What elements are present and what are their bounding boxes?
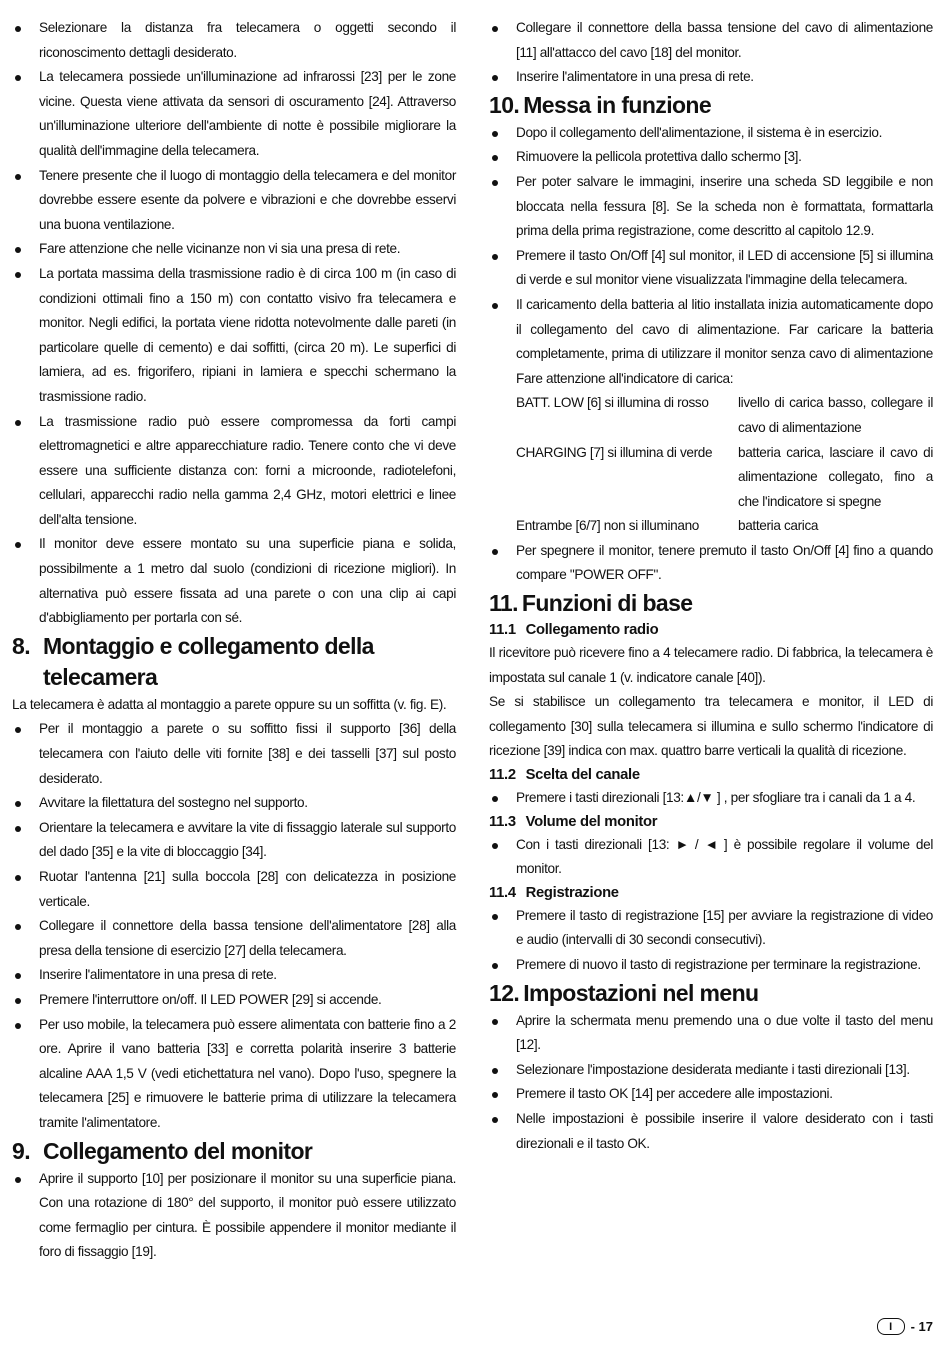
- table-row: [516, 391, 933, 440]
- section-9-bullet-list: [12, 1167, 456, 1265]
- section-title: Messa in funzione: [523, 91, 712, 118]
- section-10-bullet-list: [489, 121, 933, 392]
- list-item: Inserire l'alimentatore in una presa di rete.: [12, 963, 456, 988]
- list-item: La trasmissione radio può essere compromessa da forti campi elettromagnetici e altre apparecchiature radio. Tenere conto che vi deve essere una sufficiente distanza con: forni a microonde, radiotelefoni, cellulari, apparecchi radio nella gamma 2,4 GHz, motori elettrici e linee dell'alta tensione.: [12, 410, 456, 533]
- section-number: 8.: [12, 632, 30, 659]
- subsection-number: 11.2: [489, 767, 516, 784]
- subsection-11-1-heading: [489, 619, 933, 641]
- right-column: [489, 16, 933, 1156]
- language-badge: I: [877, 1318, 905, 1335]
- section-number: 12.: [489, 979, 520, 1006]
- table-row: [516, 441, 933, 515]
- list-item: Collegare il connettore della bassa tensione del cavo di alimentazione [11] all'attacco del cavo [18] del monitor.: [489, 16, 933, 65]
- section-12-heading: [489, 978, 933, 1009]
- list-item: Aprire la schermata menu premendo una o due volte il tasto del menu [12].: [489, 1009, 933, 1058]
- section-number: 11.: [489, 590, 518, 617]
- page-number: - 17: [910, 1319, 933, 1334]
- paragraph: Se si stabilisce un collegamento tra telecamera e monitor, il LED di collegamento [30] sulla telecamera si illumina e sullo schermo l'indicatore di ricezione [39] indica con max. quattro barre verticali la qualità di ricezione.: [489, 694, 933, 759]
- table-cell-value: batteria carica, lasciare il cavo di alimentazione collegato, fino a che l'indicatore si spegne: [738, 444, 933, 509]
- section-number: 10.: [489, 91, 520, 118]
- section-title: Collegamento del monitor: [43, 1137, 313, 1164]
- intro-bullet-list: [12, 16, 456, 631]
- section-8-intro: La telecamera è adatta al montaggio a parete oppure su un soffitta (v. fig. E).: [12, 696, 447, 712]
- list-item: Inserire l'alimentatore in una presa di rete.: [489, 65, 933, 90]
- table-cell-key: CHARGING [7] si illumina di verde: [516, 444, 713, 460]
- list-item: Rimuovere la pellicola protettiva dallo schermo [3].: [489, 145, 933, 170]
- table-cell-value: batteria carica: [738, 518, 819, 534]
- section-9-heading: [12, 1136, 456, 1167]
- list-item: Con i tasti direzionali [13: ► / ◄ ] è possibile regolare il volume del monitor.: [489, 833, 933, 882]
- section-title: Impostazioni nel menu: [523, 979, 759, 1006]
- subsection-title: Collegamento radio: [525, 622, 659, 639]
- subsection-11-2-heading: [489, 764, 933, 786]
- charge-indicator-table: [516, 391, 933, 539]
- list-item: Il caricamento della batteria al litio installata inizia automaticamente dopo il collegamento del cavo di alimentazione. Far caricare la batteria completamente, prima di utilizzare il monitor senza cavo di alimentazione Fare attenzione all'indicatore di carica:: [489, 293, 933, 391]
- section-title: Funzioni di base: [521, 590, 693, 617]
- list-item: Tenere presente che il luogo di montaggio della telecamera e del monitor dovrebbe essere esente da polvere e vibrazioni e che dovrebbe esservi una buona ventilazione.: [12, 164, 456, 238]
- subsection-number: 11.1: [489, 622, 516, 639]
- list-item: Aprire il supporto [10] per posizionare il monitor su una superficie piana. Con una rotazione di 180° del supporto, il monitor può essere utilizzato come fermaglio per cintura. È possibile appendere il monitor mediante il foro di fissaggio [19].: [12, 1167, 456, 1265]
- list-item: La telecamera possiede un'illuminazione ad infrarossi [23] per le zone vicine. Questa viene attivata da sensori di oscuramento [24]. Attraverso un'illuminazione ulteriore dell'ambiente di notte è possibile migliorare la qualità dell'immagine della telecamera.: [12, 65, 456, 163]
- subsection-title: Scelta del canale: [525, 767, 640, 784]
- list-item: Collegare il connettore della bassa tensione dell'alimentatore [28] alla presa della tensione di esercizio [27] della telecamera.: [12, 914, 456, 963]
- list-item: Nelle impostazioni è possibile inserire il valore desiderato con i tasti direzionali e il tasto OK.: [489, 1107, 933, 1156]
- list-item: Dopo il collegamento dell'alimentazione, il sistema è in esercizio.: [489, 121, 933, 146]
- list-item: Selezionare la distanza fra telecamera o oggetti secondo il riconoscimento dettagli desiderato.: [12, 16, 456, 65]
- charge-indicator-block: [489, 391, 933, 539]
- paragraph: Il ricevitore può ricevere fino a 4 telecamere radio. Di fabbrica, la telecamera è impostata sul canale 1 (v. indicatore canale [40]).: [489, 645, 933, 685]
- list-item: Fare attenzione che nelle vicinanze non vi sia una presa di rete.: [12, 237, 456, 262]
- page-footer: [877, 1318, 933, 1335]
- list-item: Per uso mobile, la telecamera può essere alimentata con batterie fino a 2 ore. Aprire il vano batteria [33] e corretta polarità inserire 3 batterie alcaline AAA 1,5 V (vedi etichettatura nel vano). Dopo l'uso, spegnere la telecamera [25] e rimuovere le batterie prima di utilizzare la telecamera tramite l'alimentatore.: [12, 1013, 456, 1136]
- section-8-heading: [12, 631, 456, 693]
- table-cell-value: livello di carica basso, collegare il cavo di alimentazione: [738, 395, 933, 435]
- subsection-11-3-list: [489, 833, 933, 882]
- list-item: Premere il tasto di registrazione [15] per avviare la registrazione di video e audio (intervalli di 30 secondi consecutivi).: [489, 904, 933, 953]
- section-8-bullet-list: [12, 717, 456, 1135]
- section-12-bullet-list: [489, 1009, 933, 1157]
- subsection-title: Volume del monitor: [525, 813, 658, 830]
- table-cell-key: BATT. LOW [6] si illumina di rosso: [516, 395, 709, 411]
- list-item: Il monitor deve essere montato su una superficie piana e solida, possibilmente a 1 metro dal suolo (condizioni di ricezione migliori). In alternativa può essere fissata ad una parete o con una clip ai capi d'abbigliamento per portarla con sé.: [12, 532, 456, 630]
- subsection-number: 11.4: [489, 884, 516, 901]
- list-item: Ruotar l'antenna [21] sulla boccola [28] con delicatezza in posizione verticale.: [12, 865, 456, 914]
- subsection-number: 11.3: [489, 813, 516, 830]
- section-10-heading: [489, 90, 933, 121]
- list-item: Premere i tasti direzionali [13:▲/▼ ] , per sfogliare tra i canali da 1 a 4.: [489, 786, 933, 811]
- subsection-title: Registrazione: [525, 884, 619, 901]
- table-cell-key: Entrambe [6/7] non si illuminano: [516, 518, 699, 534]
- subsection-11-4-heading: [489, 882, 933, 904]
- list-item: Avvitare la filettatura del sostegno nel supporto.: [12, 791, 456, 816]
- section-title: Montaggio e collegamento della telecamera: [43, 632, 374, 690]
- subsection-11-4-list: [489, 904, 933, 978]
- continued-bullet-list: [489, 16, 933, 90]
- list-item: Selezionare l'impostazione desiderata mediante i tasti direzionali [13].: [489, 1058, 933, 1083]
- section-11-heading: [489, 588, 933, 619]
- subsection-11-2-list: [489, 786, 933, 811]
- subsection-11-3-heading: [489, 811, 933, 833]
- table-row: [516, 514, 933, 539]
- list-item: Premere l'interruttore on/off. Il LED POWER [29] si accende.: [12, 988, 456, 1013]
- list-item: Premere il tasto On/Off [4] sul monitor, il LED di accensione [5] si illumina di verde e sul monitor viene visualizzata l'immagine della telecamera.: [489, 244, 933, 293]
- list-item: La portata massima della trasmissione radio è di circa 100 m (in caso di condizioni ottimali fino a 150 m) con contatto visivo fra telecamera e monitor. Negli edifici, la portata viene ridotta notevolmente dalle pareti (in particolare quelle di cemento) e dai soffitti, (circa 20 m). Le superfici di lamiera, ad es. frigorifero, ripiani in lamiera e specchi schermano la trasmissione radio.: [12, 262, 456, 410]
- list-item: Per il montaggio a parete o su soffitto fissi il supporto [36] della telecamera con l'aiuto delle viti fornite [38] e dei tasselli [37] sul posto desiderato.: [12, 717, 456, 791]
- list-item: Orientare la telecamera e avvitare la vite di fissaggio laterale sul supporto del dado [35] e la vite di bloccaggio [34].: [12, 816, 456, 865]
- list-item: Premere di nuovo il tasto di registrazione per terminare la registrazione.: [489, 953, 933, 978]
- list-item: Per spegnere il monitor, tenere premuto il tasto On/Off [4] fino a quando compare "POWER OFF".: [489, 539, 933, 588]
- section-10-after-list: [489, 539, 933, 588]
- list-item: Per poter salvare le immagini, inserire una scheda SD leggibile e non bloccata nella fessura [8]. Se la scheda non è formattata, formattarla prima della prima registrazione, come descritto al capitolo 12.9.: [489, 170, 933, 244]
- left-column: [12, 16, 456, 1265]
- list-item: Premere il tasto OK [14] per accedere alle impostazioni.: [489, 1082, 933, 1107]
- section-number: 9.: [12, 1137, 30, 1164]
